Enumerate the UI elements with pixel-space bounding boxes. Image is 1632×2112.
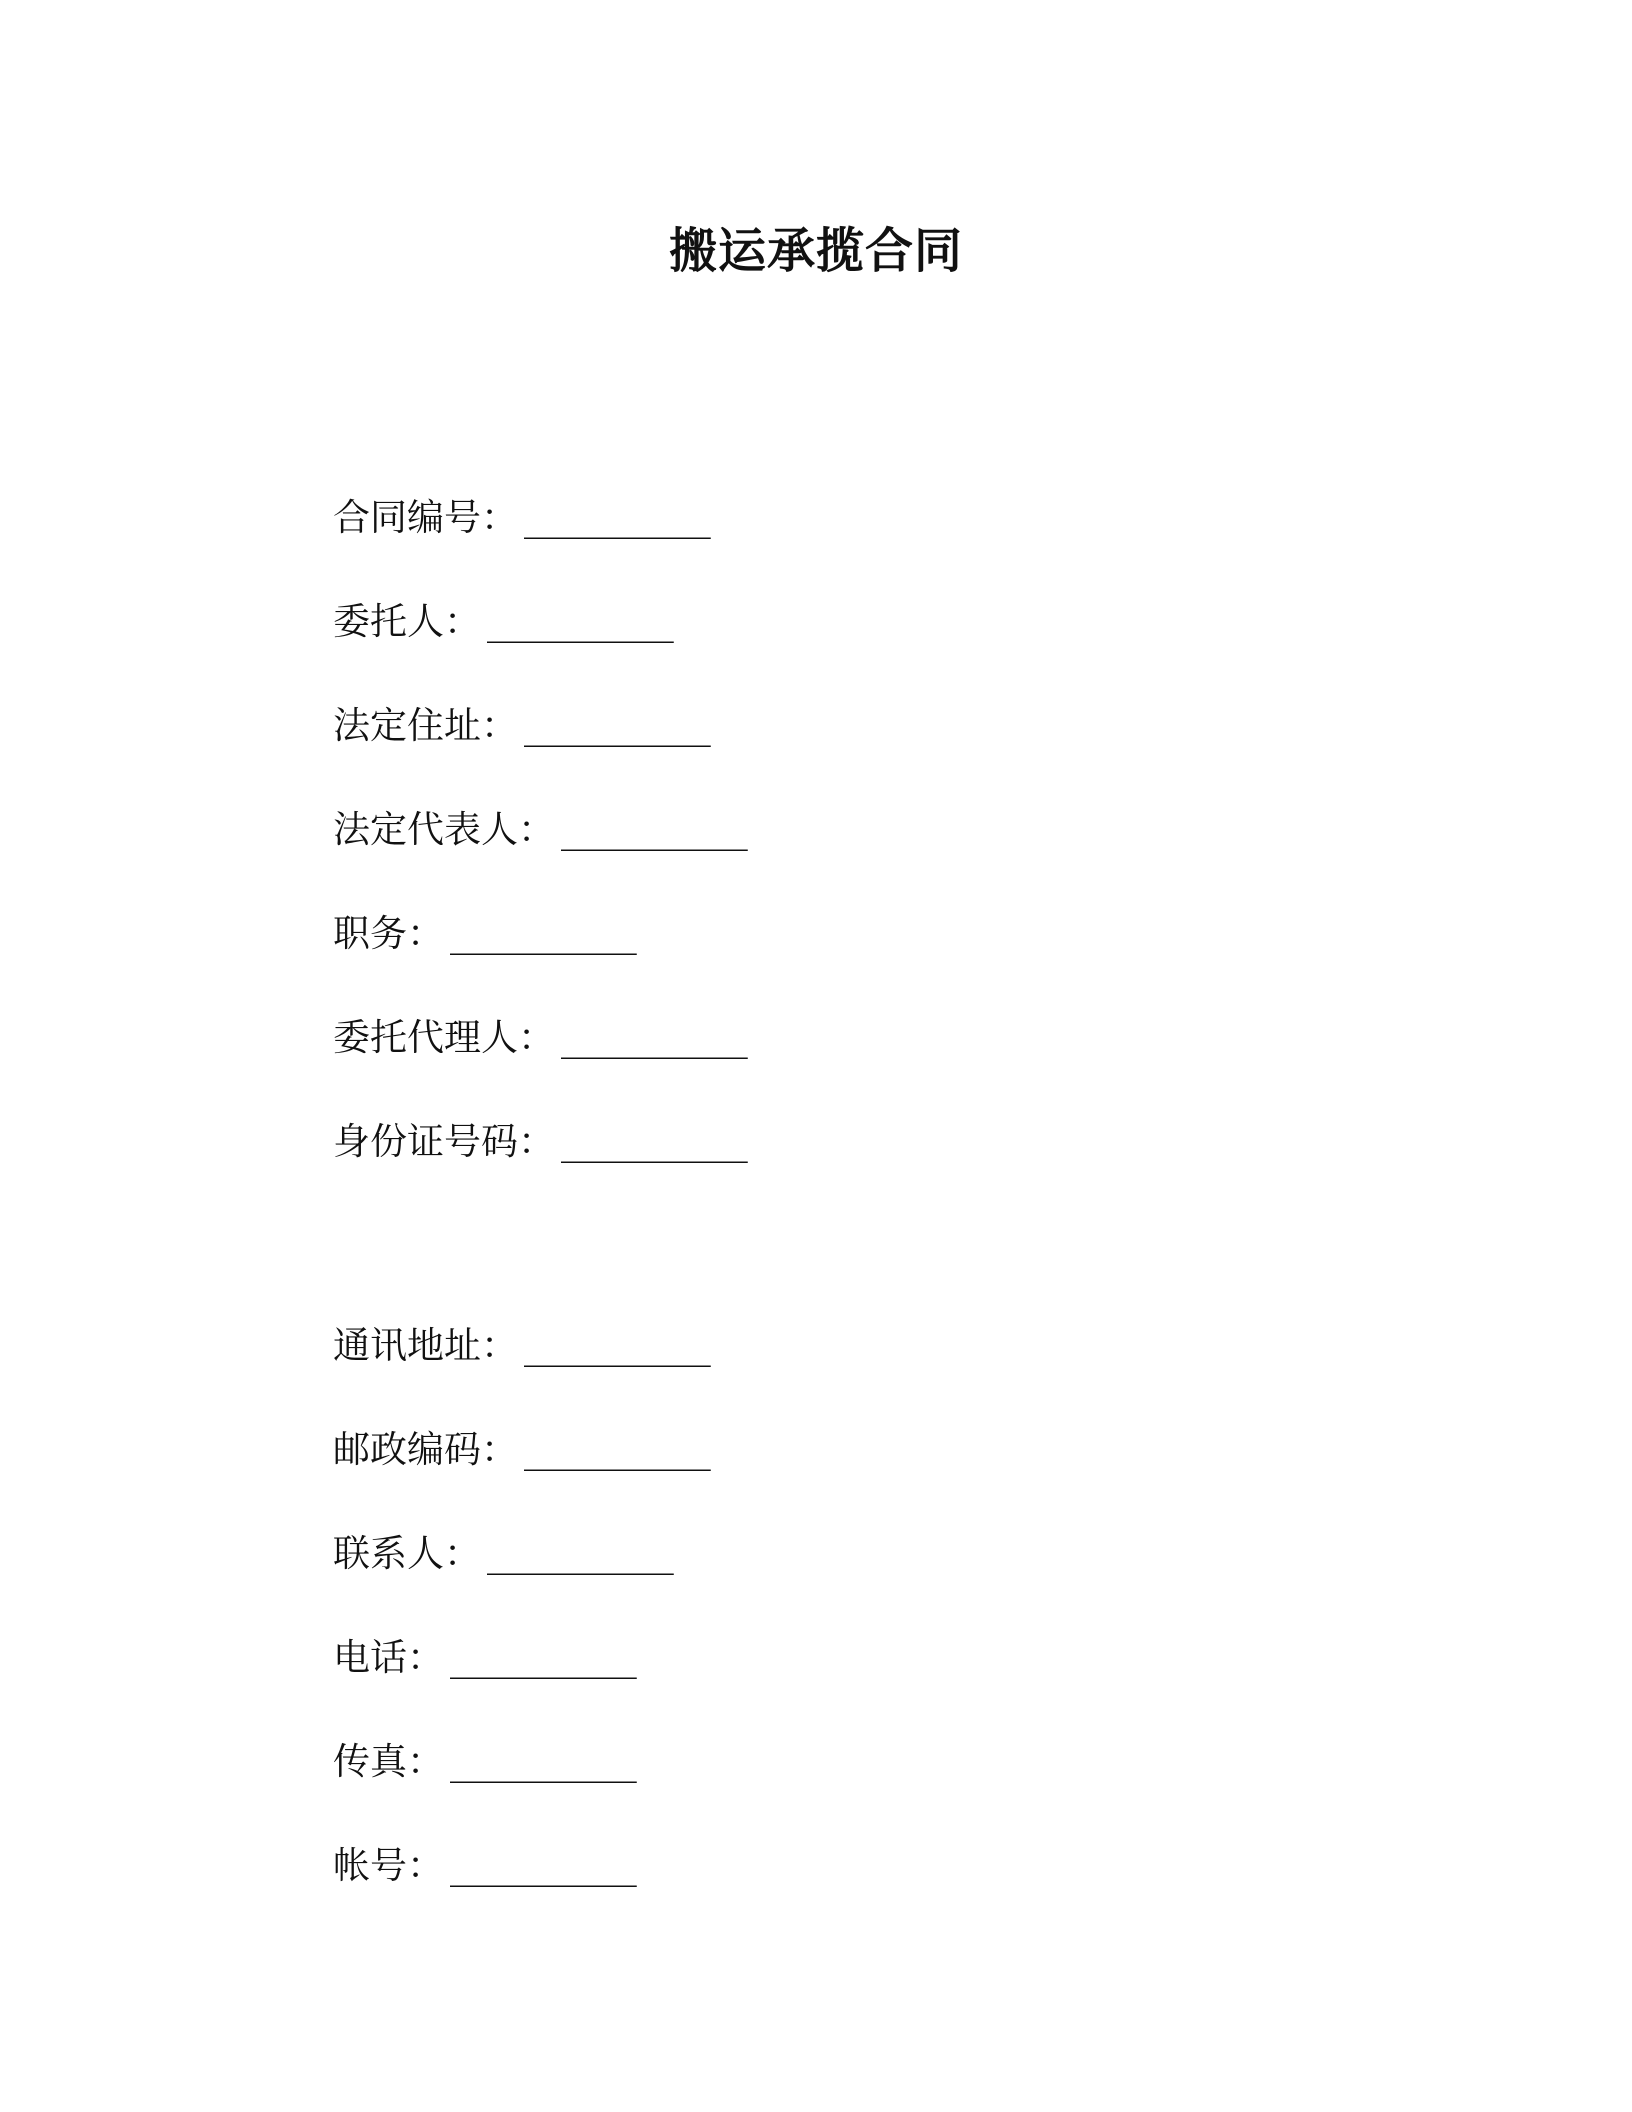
fill-in-blank: __________ (561, 1016, 744, 1059)
field-mailing-address (333, 1318, 707, 1374)
field-position (333, 906, 633, 962)
field-label: 帐号： (333, 1844, 444, 1887)
field-contact-person (333, 1526, 670, 1582)
field-label: 合同编号： (333, 496, 518, 539)
field-label: 职务： (333, 912, 444, 955)
field-label: 委托人： (333, 600, 481, 643)
fill-in-blank: __________ (450, 1844, 633, 1887)
field-contract-number (333, 490, 707, 546)
document-title: 搬运承揽合同 (668, 223, 963, 279)
fill-in-blank: __________ (450, 1740, 633, 1783)
field-fax (333, 1734, 633, 1790)
field-postal-code (333, 1422, 707, 1478)
fill-in-blank: __________ (524, 1324, 707, 1367)
fill-in-blank: __________ (561, 808, 744, 851)
field-label: 法定住址： (333, 704, 518, 747)
fill-in-blank: __________ (561, 1120, 744, 1163)
field-legal-representative (333, 802, 744, 858)
field-label: 邮政编码： (333, 1428, 518, 1471)
field-label: 委托代理人： (333, 1016, 555, 1059)
field-label: 法定代表人： (333, 808, 555, 851)
field-authorized-agent (333, 1010, 744, 1066)
fill-in-blank: __________ (487, 600, 670, 643)
fill-in-blank: __________ (450, 1636, 633, 1679)
fill-in-blank: __________ (450, 912, 633, 955)
field-label: 传真： (333, 1740, 444, 1783)
field-client (333, 594, 670, 650)
field-label: 电话： (333, 1636, 444, 1679)
fill-in-blank: __________ (524, 704, 707, 747)
fill-in-blank: __________ (524, 496, 707, 539)
fill-in-blank: __________ (487, 1532, 670, 1575)
field-label: 通讯地址： (333, 1324, 518, 1367)
field-account-number (333, 1838, 633, 1894)
field-phone (333, 1630, 633, 1686)
fill-in-blank: __________ (524, 1428, 707, 1471)
field-label: 身份证号码： (333, 1120, 555, 1163)
field-label: 联系人： (333, 1532, 481, 1575)
field-legal-address (333, 698, 707, 754)
field-id-number (333, 1114, 744, 1170)
